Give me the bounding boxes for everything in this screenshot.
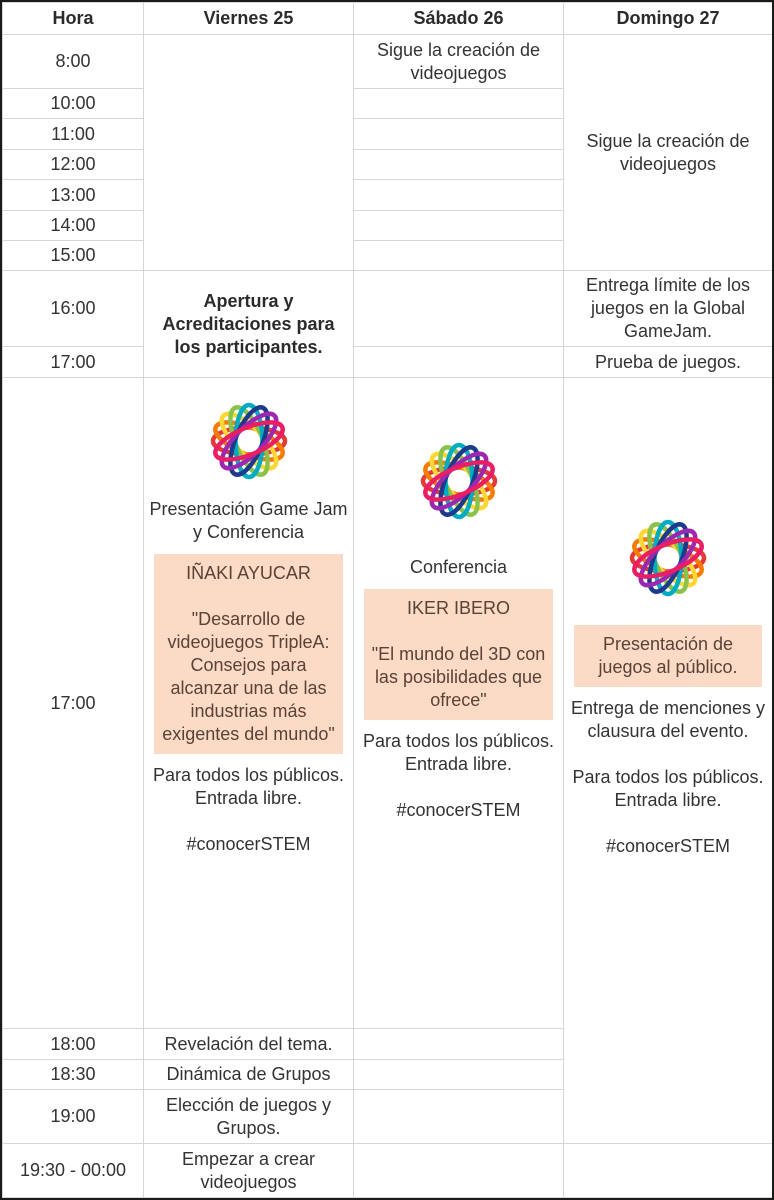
header-hora: Hora [3, 3, 144, 35]
empty-cell [354, 1144, 564, 1198]
time-cell: 19:00 [3, 1090, 144, 1144]
sabado-conferencia: Conferencia [409, 557, 508, 577]
game-jam-logo-icon [414, 436, 504, 526]
game-jam-logo-icon [204, 396, 294, 486]
time-cell: 18:30 [3, 1060, 144, 1090]
logo-core [240, 433, 256, 449]
header-row [3, 3, 773, 35]
viernes-dinamica: Dinámica de Grupos [144, 1060, 354, 1090]
domingo-prueba: Prueba de juegos. [564, 347, 773, 378]
domingo-hashtag: #conocerSTEM [605, 836, 731, 856]
empty-cell [354, 271, 564, 347]
time-cell: 8:00 [3, 35, 144, 89]
header-sabado: Sábado 26 [354, 3, 564, 35]
empty-cell [354, 1029, 564, 1060]
viernes-publico: Para todos los públicos. Entrada libre. [152, 765, 345, 808]
time-cell: 19:30 - 00:00 [3, 1144, 144, 1198]
viernes-conferencia-box [154, 554, 343, 754]
viernes-apertura: Apertura y Acreditaciones para los participantes. [144, 271, 354, 378]
empty-cell [354, 119, 564, 150]
time-cell: 15:00 [3, 241, 144, 271]
table-row [3, 35, 773, 89]
viernes-empezar: Empezar a crear videojuegos [144, 1144, 354, 1198]
viernes-empty [144, 35, 354, 271]
time-cell: 11:00 [3, 119, 144, 150]
time-cell: 18:00 [3, 1029, 144, 1060]
domingo-presentacion: Presentación de juegos al público. [574, 625, 762, 687]
domingo-menciones: Entrega de menciones y clausura del evento. [570, 698, 766, 741]
time-cell: 12:00 [3, 150, 144, 180]
empty-cell [354, 150, 564, 180]
viernes-hashtag: #conocerSTEM [186, 834, 311, 854]
empty-cell [354, 180, 564, 211]
sabado-evento [354, 378, 564, 1029]
schedule-table [2, 2, 773, 1198]
empty-cell [354, 89, 564, 119]
sabado-speaker: IKER IBERO [406, 598, 511, 618]
viernes-evento [144, 378, 354, 1029]
empty-cell [354, 1060, 564, 1090]
viernes-talk: "Desarrollo de videojuegos TripleA: Consejos para alcanzar una de las industrias más exigentes del mundo" [162, 609, 335, 744]
domingo-publico: Para todos los públicos. Entrada libre. [572, 767, 764, 810]
sabado-publico: Para todos los públicos. Entrada libre. [362, 731, 555, 774]
time-cell: 17:00 [3, 378, 144, 1029]
empty-cell [354, 241, 564, 271]
sabado-conferencia-box [364, 589, 553, 720]
viernes-revelacion: Revelación del tema. [144, 1029, 354, 1060]
table-row [3, 378, 773, 1029]
empty-cell [354, 347, 564, 378]
time-cell: 16:00 [3, 271, 144, 347]
sabado-creacion: Sigue la creación de videojuegos [354, 35, 564, 89]
domingo-evento [564, 378, 773, 1144]
empty-cell [354, 211, 564, 241]
time-cell: 13:00 [3, 180, 144, 211]
time-cell: 14:00 [3, 211, 144, 241]
time-cell: 10:00 [3, 89, 144, 119]
logo-core [450, 473, 466, 489]
domingo-entrega-limite: Entrega límite de los juegos en la Global GameJam. [564, 271, 773, 347]
viernes-speaker: IÑAKI AYUCAR [186, 563, 311, 583]
logo-core [660, 550, 676, 566]
sabado-talk: "El mundo del 3D con las posibilidades que ofrece" [371, 644, 546, 710]
empty-cell [564, 1144, 773, 1198]
game-jam-logo-icon [623, 513, 713, 603]
empty-cell [354, 1090, 564, 1144]
sabado-hashtag: #conocerSTEM [396, 800, 521, 820]
viernes-eleccion: Elección de juegos y Grupos. [144, 1090, 354, 1144]
time-cell: 17:00 [3, 347, 144, 378]
table-row [3, 347, 773, 378]
domingo-creacion: Sigue la creación de videojuegos [564, 35, 773, 271]
header-domingo: Domingo 27 [564, 3, 773, 35]
table-row [3, 271, 773, 347]
viernes-presentacion: Presentación Game Jam y Conferencia [149, 499, 348, 542]
table-row [3, 1144, 773, 1198]
header-viernes: Viernes 25 [144, 3, 354, 35]
